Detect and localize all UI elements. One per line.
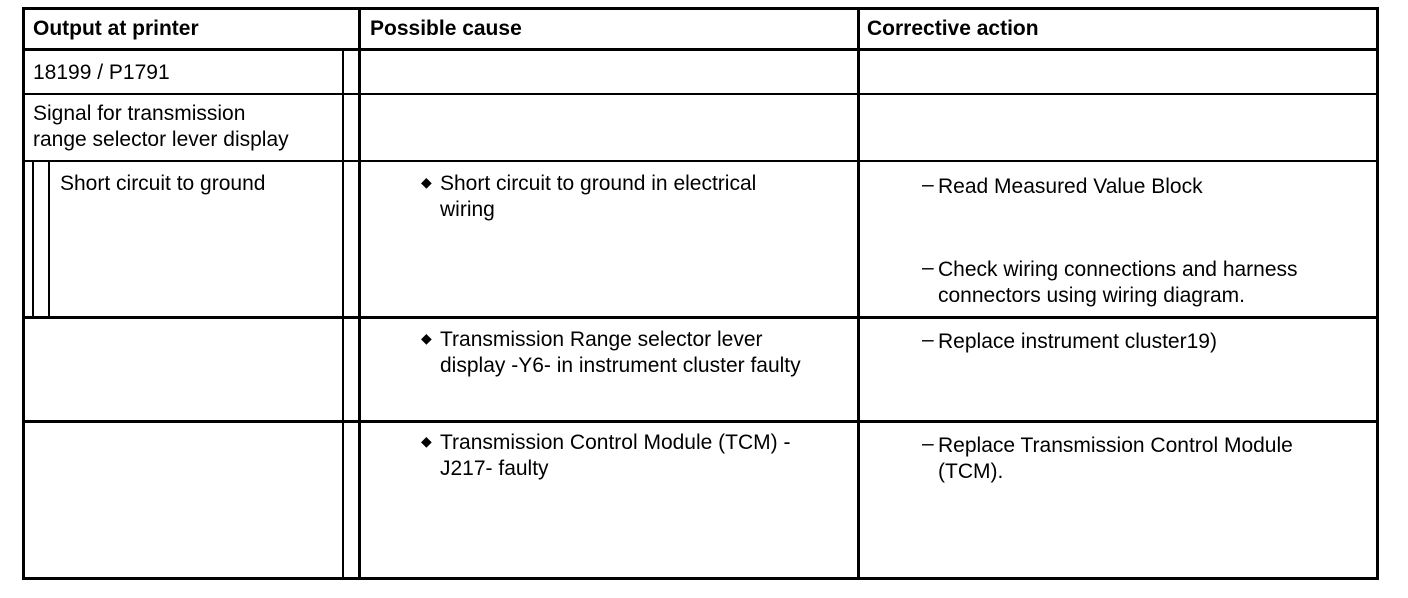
- action-2-line2: connectors using wiring diagram.: [938, 284, 1245, 307]
- cause-2-line1: Transmission Range selector lever: [440, 328, 763, 351]
- cause-3-line1: Transmission Control Module (TCM) -: [440, 431, 791, 454]
- action-1-line1: Read Measured Value Block: [938, 175, 1203, 198]
- dash-icon: –: [922, 328, 934, 351]
- header-corrective-action: Corrective action: [867, 17, 1039, 40]
- header-divider: [22, 48, 1379, 51]
- cause-1-line2: wiring: [440, 198, 495, 221]
- action-4-line2: (TCM).: [938, 460, 1004, 483]
- bullet-icon: ◆: [421, 174, 432, 190]
- signal-label-line2: range selector lever display: [33, 128, 289, 151]
- cause-2-line2: display -Y6- in instrument cluster faulty: [440, 354, 801, 377]
- dash-icon: –: [922, 256, 934, 279]
- fault-type: Short circuit to ground: [60, 172, 266, 195]
- table-border-top: [22, 7, 1379, 10]
- indent-line-inner: [48, 162, 50, 318]
- header-possible-cause: Possible cause: [370, 17, 522, 40]
- action-3-line1: Replace instrument cluster19): [938, 330, 1217, 353]
- bullet-icon: ◆: [421, 330, 432, 346]
- bullet-icon: ◆: [421, 433, 432, 449]
- header-output-at-printer: Output at printer: [33, 17, 199, 40]
- row-divider-2: [22, 160, 1379, 162]
- cause-1-line1: Short circuit to ground in electrical: [440, 172, 757, 195]
- fault-code: 18199 / P1791: [33, 61, 170, 84]
- signal-label-line1: Signal for transmission: [33, 102, 246, 125]
- row-divider-1: [22, 93, 1379, 95]
- table-border-bottom: [22, 577, 1379, 580]
- dash-icon: –: [922, 173, 934, 196]
- row-divider-3: [22, 316, 1379, 319]
- cause-3-line2: J217- faulty: [440, 457, 549, 480]
- action-4-line1: Replace Transmission Control Module: [938, 434, 1293, 457]
- action-2-line1: Check wiring connections and harness: [938, 258, 1298, 281]
- dash-icon: –: [922, 432, 934, 455]
- indent-line-first: [32, 162, 34, 318]
- row-divider-4: [22, 420, 1379, 423]
- indent-line-outer: [342, 48, 344, 580]
